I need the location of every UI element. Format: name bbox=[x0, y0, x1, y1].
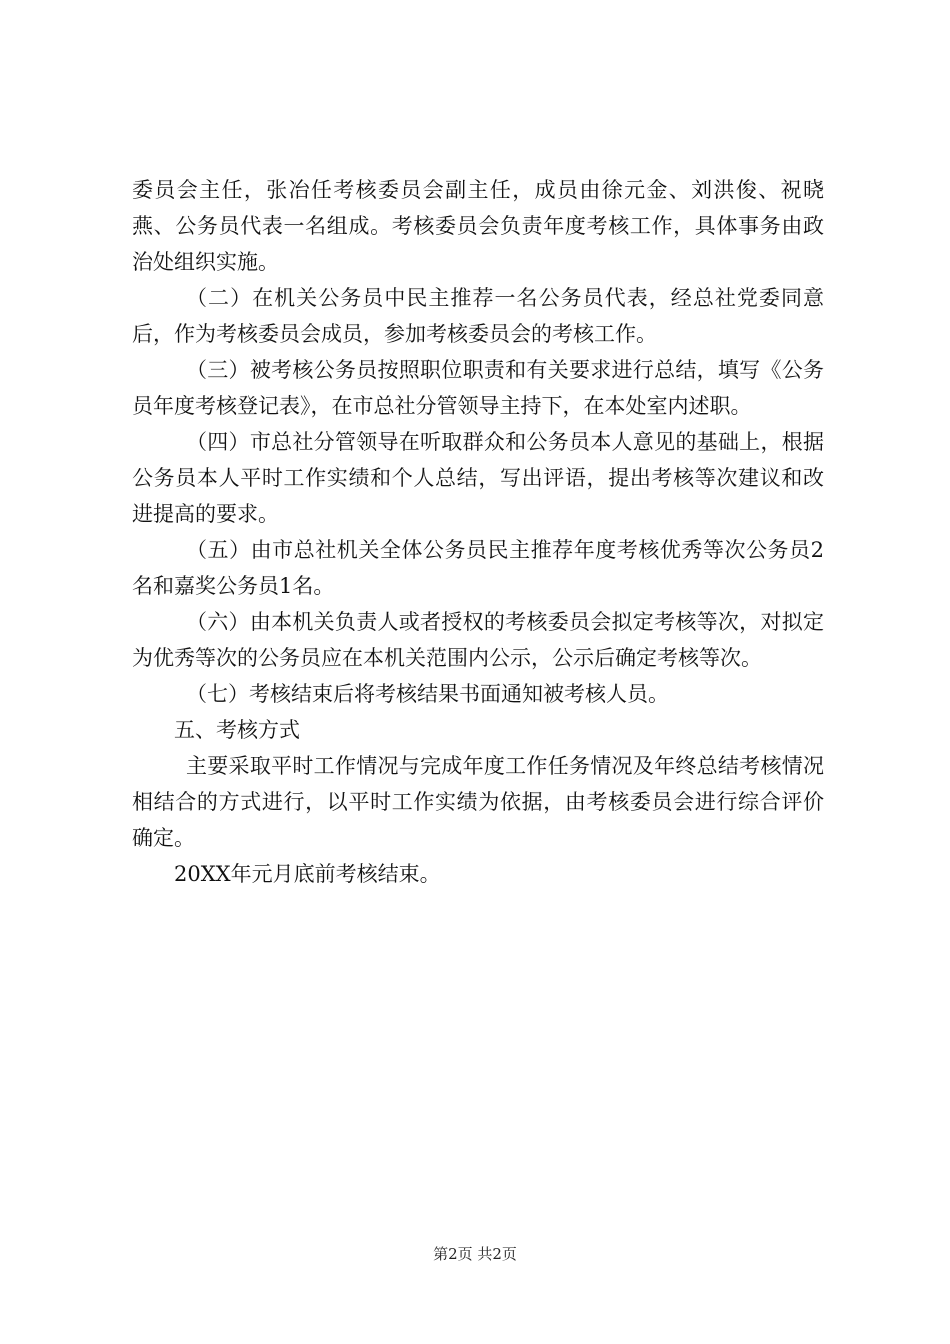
paragraph-item-3: （三）被考核公务员按照职位职责和有关要求进行总结，填写《公务员年度考核登记表》，在市总社分管领导主持下，在本处室内述职。 bbox=[132, 358, 824, 418]
paragraph-item-2: （二）在机关公务员中民主推荐一名公务员代表，经总社党委同意后，作为考核委员会成员，参加考核委员会的考核工作。 bbox=[132, 286, 824, 346]
document-body bbox=[132, 172, 824, 892]
paragraph-committee-members: 委员会主任，张冶任考核委员会副主任，成员由徐元金、刘洪俊、祝晓燕、公务员代表一名组成。考核委员会负责年度考核工作，具体事务由政治处组织实施。 bbox=[132, 178, 824, 274]
page-footer bbox=[0, 1244, 950, 1264]
page-number: 第2页 共2页 bbox=[433, 1245, 517, 1263]
paragraph-item-5: （五）由市总社机关全体公务员民主推荐年度考核优秀等次公务员2名和嘉奖公务员1名。 bbox=[132, 538, 824, 598]
paragraph-item-6: （六）由本机关负责人或者授权的考核委员会拟定考核等次，对拟定为优秀等次的公务员应在本机关范围内公示，公示后确定考核等次。 bbox=[132, 610, 824, 670]
paragraph-item-7: （七）考核结束后将考核结果书面通知被考核人员。 bbox=[186, 682, 669, 706]
paragraph-item-4: （四）市总社分管领导在听取群众和公务员本人意见的基础上，根据公务员本人平时工作实绩和个人总结，写出评语，提出考核等次建议和改进提高的要求。 bbox=[132, 430, 824, 526]
paragraph-assessment-method: 主要采取平时工作情况与完成年度工作任务情况及年终总结考核情况相结合的方式进行，以平时工作实绩为依据，由考核委员会进行综合评价确定。 bbox=[132, 754, 824, 850]
section-heading-assessment-method: 五、考核方式 bbox=[174, 718, 300, 742]
paragraph-deadline: 20XX年元月底前考核结束。 bbox=[174, 862, 441, 886]
